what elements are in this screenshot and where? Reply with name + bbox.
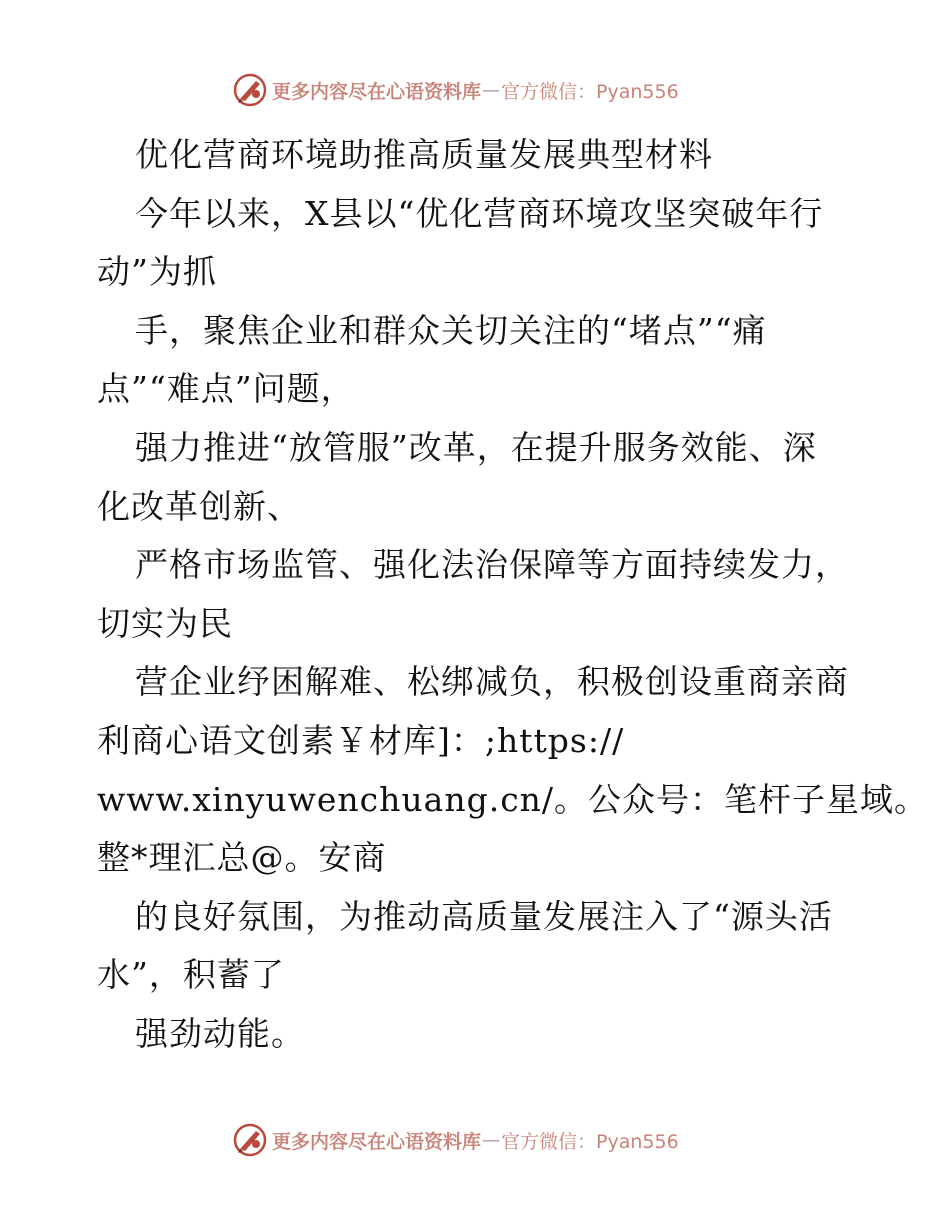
header-watermark [232, 70, 679, 110]
watermark-contact: 官方微信：Pyan556 [501, 1130, 679, 1153]
paragraph-line: 动”为抓 [97, 252, 217, 292]
footer-watermark [232, 1120, 679, 1160]
document-body [97, 126, 929, 1064]
paragraph-line: 营企业纾困解难、松绑减负，积极创设重商亲商 [135, 662, 849, 702]
paragraph-line: 切实为民 [97, 603, 233, 643]
paragraph-line: 利商心语文创素￥材库]：;https:// [97, 720, 625, 760]
quill-pen-seal-icon [232, 1122, 268, 1158]
paragraph-line: 化改革创新、 [97, 486, 301, 526]
paragraph-line: 手，聚焦企业和群众关切关注的“堵点”“痛 [135, 310, 767, 350]
watermark-dash: — [482, 1129, 501, 1151]
paragraph-line: 整*理汇总@。安商 [97, 838, 387, 878]
paragraph-line: www.xinyuwenchuang.cn/。公众号：笔杆子星域。 [97, 779, 929, 819]
watermark-title: 更多内容尽在心语资料库 [272, 1130, 482, 1153]
watermark-contact: 官方微信：Pyan556 [501, 80, 679, 103]
paragraph-line: 强劲动能。 [135, 1013, 305, 1053]
paragraph-line: 点”“难点”问题， [97, 369, 355, 409]
paragraph-line: 严格市场监管、强化法治保障等方面持续发力， [135, 545, 849, 585]
paragraph-line: 水”，积蓄了 [97, 955, 285, 995]
document-title: 优化营商环境助推高质量发展典型材料 [135, 135, 713, 174]
paragraph-line: 的良好氛围，为推动高质量发展注入了“源头活 [135, 896, 833, 936]
watermark-dash: — [482, 79, 501, 101]
paragraph-line: 强力推进“放管服”改革，在提升服务效能、深 [135, 427, 817, 467]
quill-pen-seal-icon [232, 72, 268, 108]
watermark-title: 更多内容尽在心语资料库 [272, 80, 482, 103]
paragraph-line: 今年以来，X县以“优化营商环境攻坚突破年行 [135, 193, 824, 233]
